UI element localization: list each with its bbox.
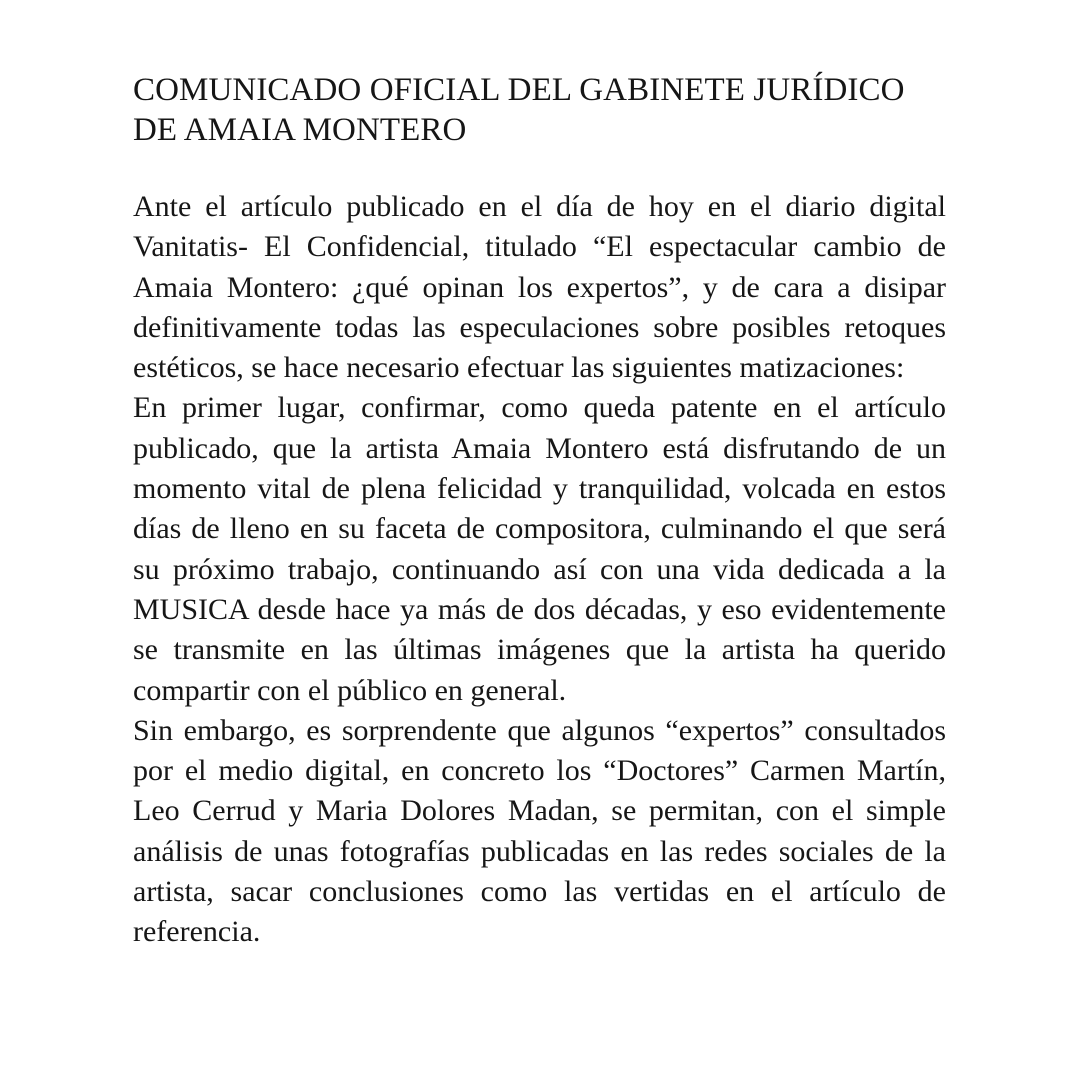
- document-page: [133, 70, 946, 953]
- paragraph-experts: Sin embargo, es sorprendente que algunos “expertos” consultados por el medio digital, en concreto los “Doctores” Carmen Martín, Leo Cerrud y Maria Dolores Madan, se permitan, con el simple análisis de unas fotografías publicadas en las redes sociales de la artista, sacar conclusiones como las vertidas en el artículo de referencia.: [133, 713, 946, 949]
- document-body: [133, 187, 946, 953]
- document-title: COMUNICADO OFICIAL DEL GABINETE JURÍDICO DE AMAIA MONTERO: [133, 72, 905, 148]
- paragraph-first-point: En primer lugar, confirmar, como queda patente en el artículo publicado, que la artista Amaia Montero está disfrutando de un momento vital de plena felicidad y tranquilidad, volcada en estos días de lleno en su faceta de compositora, culminando el que será su próximo trabajo, continuando así con una vida dedicada a la MUSICA desde hace ya más de dos décadas, y eso evidentemente se transmite en las últimas imágenes que la artista ha querido compartir con el público en general.: [133, 391, 946, 707]
- paragraph-intro: Ante el artículo publicado en el día de hoy en el diario digital Vanitatis- El Confidencial, titulado “El espectacular cambio de Amaia Montero: ¿qué opinan los expertos”, y de cara a disipar definitivamente todas las especulaciones sobre posibles retoques estéticos, se hace necesario efectuar las siguientes matizaciones:: [133, 190, 946, 385]
